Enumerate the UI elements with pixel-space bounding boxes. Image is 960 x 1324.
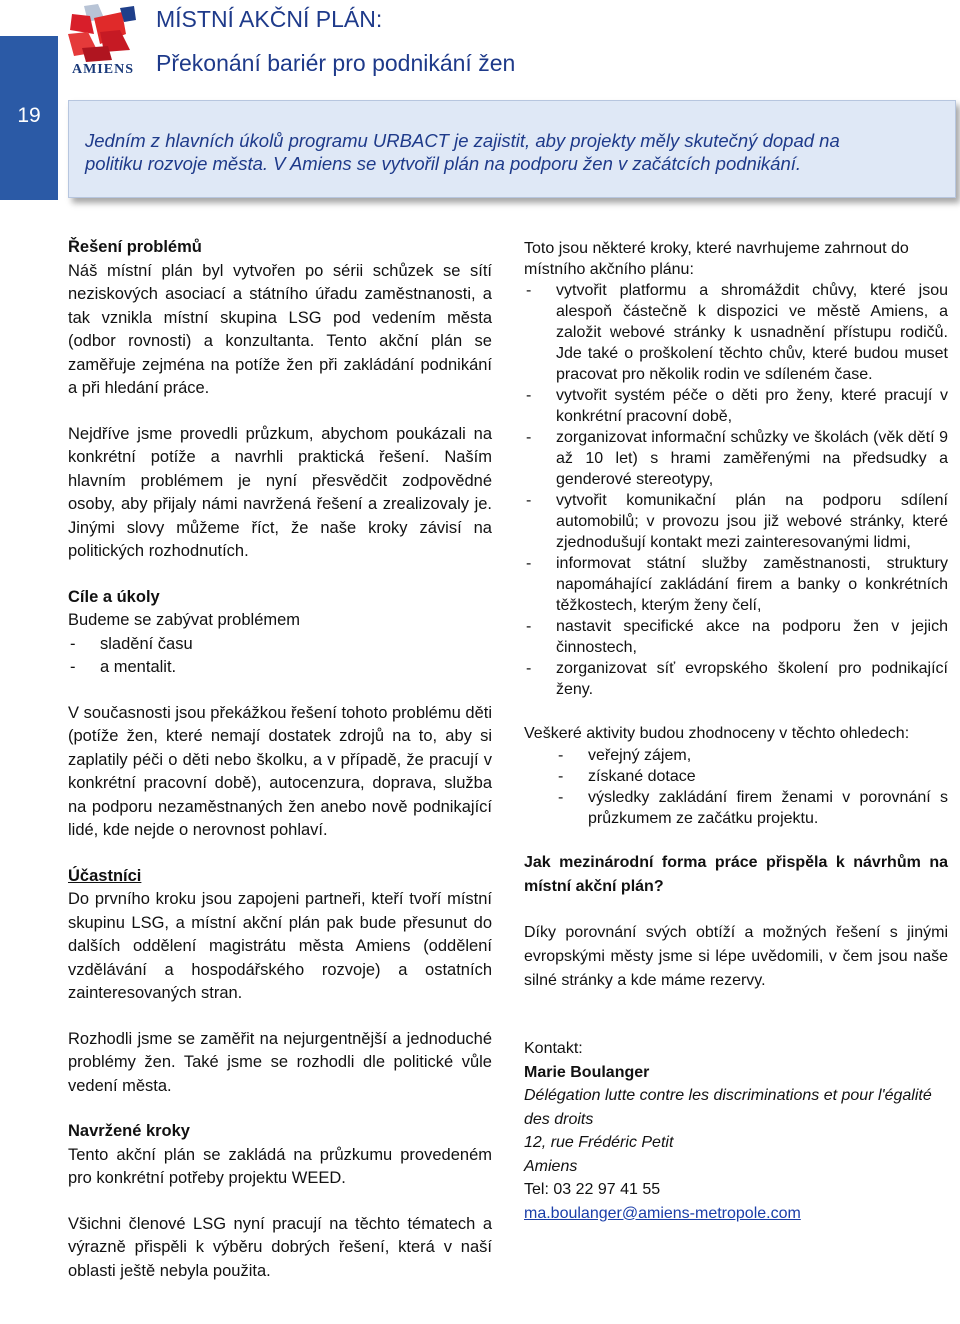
paragraph: V současnosti jsou překážkou řešení tohoto problému děti (potíže žen, které nemají dostatek zdrojů na to, aby si zaplatily péči o děti nebo školku, a v případě, že pracují v konkrétní pracovní době), autocenzura, doprava, služba na podporu nezaměstnaných žen anebo nově podnikající lidé, kde nejde o nerovnost pohlaví. [68, 703, 492, 839]
section-heading-solutions: Řešení problémů [68, 238, 202, 256]
summary-line-2: politiku rozvoje města. V Amiens se vytvořil plán na podporu žen v začátcích podnikání. [85, 153, 802, 174]
list-item: - a mentalit. [68, 656, 492, 680]
section-heading-proposed-steps: Navržené kroky [68, 1122, 190, 1140]
summary-banner [68, 100, 956, 198]
paragraph: Nejdříve jsme provedli průzkum, abychom poukázali na konkrétní potíže a navrhli praktická řešení. Naším hlavním problémem je nyní přesvědčit zodpovědné osoby, aby přijaly námi navržená řešení a zrealizovaly je. Jinými slovy můžeme říct, že naše kroky závisí na politických rozhodnutích. [68, 424, 492, 560]
paragraph: Rozhodli jsme se zaměřit na nejurgentnější a jednoduché problémy žen. Také jsme se rozhodli dle politické vůle vedení města. [68, 1029, 492, 1095]
list-item: - vytvořit komunikační plán na podporu sdílení automobilů; v provozu jsou již webové stránky, které zjednodušují kontakt mezi zainteresovanými lidmi, [524, 490, 948, 553]
paragraph: Tento akční plán se zakládá na průzkumu provedeném pro konkrétní potřeby projektu WEED. [68, 1145, 492, 1187]
list-item: - získané dotace [524, 766, 948, 787]
list-item: - zorganizovat síť evropského školení pro podnikající ženy. [524, 658, 948, 700]
list-item: - vytvořit systém péče o děti pro ženy, které pracují v konkrétní pracovní době, [524, 385, 948, 427]
page-title: MÍSTNÍ AKČNÍ PLÁN: [156, 6, 383, 32]
list-item: - vytvořit platformu a shromáždit chůvy, které jsou alespoň částečně k dispozici ve městě Amiens, a založit webové stránky k usnadnění přístupu rodičů. Jde také o proškolení těchto chův, které budou muset pracovat pro několik rodin ve sdíleném čase. [524, 280, 948, 385]
goals-list [68, 633, 492, 680]
list-item: - sladění času [68, 633, 492, 657]
contact-organization: Délégation lutte contre les discriminations et pour l'égalité des droits [524, 1087, 932, 1128]
list-item: - veřejný zájem, [524, 745, 948, 766]
left-column [68, 236, 492, 1283]
list-item: - informovat státní služby zaměstnanosti, struktury napomáhající zakládání firem a banky o konkrétních těžkostech, kterým ženy čelí, [524, 553, 948, 616]
contact-block [524, 1037, 948, 1225]
right-column [524, 238, 948, 1225]
contact-street: 12, rue Frédéric Petit [524, 1134, 674, 1151]
section-heading-participants: Účastníci [68, 866, 142, 885]
page-number: 19 [17, 104, 41, 127]
list-item: - nastavit specifické akce na podporu žen v jejich činnostech, [524, 616, 948, 658]
contact-email-link[interactable]: ma.boulanger@amiens-metropole.com [524, 1204, 801, 1222]
paragraph: Díky porovnání svých obtíží a možných řešení s jinými evropskými městy jsme si lépe uvědomili, v čem jsou naše silné stránky a kde máme rezervy. [524, 924, 948, 989]
contact-city: Amiens [524, 1157, 578, 1175]
paragraph: Náš místní plán byl vytvořen po sérii schůzek se sítí neziskových asociací a státního úřadu zaměstnanosti, a tak vznikla místní skupina LSG pod vedením města (odbor rovnosti) a konzultanta. Tento akční plán se zaměřuje zejména na potíže žen při zakládání podnikání a při hledání práce. [68, 261, 492, 397]
logo-wordmark: AMIENS [71, 62, 134, 77]
section-heading-international: Jak mezinárodní forma práce přispěla k návrhům na místní akční plán? [524, 854, 948, 895]
summary-line-1: Jedním z hlavních úkolů programu URBACT je zajistit, aby projekty měly skutečný dopad na [85, 130, 840, 151]
contact-phone: Tel: 03 22 97 41 55 [524, 1181, 661, 1198]
paragraph: Všichni členové LSG nyní pracují na těchto tématech a výrazně přispěli k výběru dobrých řešení, která v naší oblasti ještě nebyla použita. [68, 1214, 492, 1280]
page-subtitle: Překonání bariér pro podnikání žen [156, 50, 516, 76]
paragraph: Veškeré aktivity budou zhodnoceny v těchto ohledech: [524, 725, 910, 742]
paragraph: Toto jsou některé kroky, které navrhujeme zahrnout do místního akčního plánu: [524, 240, 909, 278]
list-item: - výsledky zakládání firem ženami v porovnání s průzkumem ze začátku projektu. [524, 787, 948, 829]
evaluation-list [524, 745, 948, 829]
contact-label: Kontakt: [524, 1040, 583, 1057]
summary-text [85, 129, 945, 175]
paragraph: Budeme se zabývat problémem [68, 611, 301, 629]
section-heading-goals: Cíle a úkoly [68, 587, 160, 606]
paragraph: Do prvního kroku jsou zapojeni partneři, kteří tvoří místní skupinu LSG, a místní akční plán pak bude přesunut do dalších oddělení magistrátu města Amiens (oddělení vzdělávání a hospodářského rozvoje) a ostatních zainteresovaných stran. [68, 890, 492, 1002]
contact-name: Marie Boulanger [524, 1063, 650, 1081]
list-item: - zorganizovat informační schůzky ve školách (věk dětí 9 až 10 let) s hrami zaměřenými na předsudky a genderové stereotypy, [524, 427, 948, 490]
steps-list [524, 280, 948, 700]
